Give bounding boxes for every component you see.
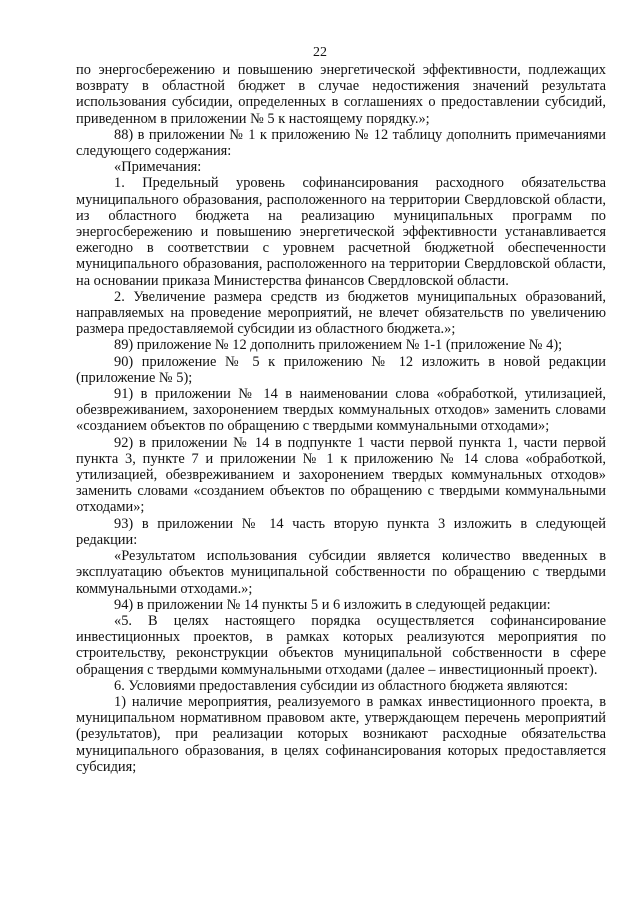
paragraph: 2. Увеличение размера средств из бюджетов муниципальных образований, направляемых на проведение мероприятий, не влечет обязательств по увеличению размера предоставляемой субсидии из областного бюджета.»;	[76, 288, 606, 338]
paragraph: 93) в приложении № 14 часть вторую пункта 3 изложить в следующей редакции:	[76, 515, 606, 548]
paragraph: по энергосбережению и повышению энергетической эффективности, подлежащих возврату в областной бюджет в случае недостижения значений результата использования субсидии, определенных в соглашениях о предоставлении субсидий, приведенном в приложении № 5 к настоящему порядку.»;	[76, 62, 606, 127]
paragraph: 89) приложение № 12 дополнить приложением № 1-1 (приложение № 4);	[114, 337, 563, 354]
paragraph: 1) наличие мероприятия, реализуемого в рамках инвестиционного проекта, в муниципальном нормативном правовом акте, утверждающем перечень мероприятий (результатов), при реализации которых возникают расходные обязательства муниципального образования, в целях софинансирования которых предоставляется субсидия;	[76, 693, 606, 775]
paragraph: 88) в приложении № 1 к приложению № 12 таблицу дополнить примечаниями следующего содержания:	[76, 126, 606, 160]
paragraph: 6. Условиями предоставления субсидии из областного бюджета являются:	[114, 677, 568, 694]
paragraph: «Примечания:	[114, 159, 202, 176]
document-body	[76, 62, 606, 775]
paragraph: 94) в приложении № 14 пункты 5 и 6 изложить в следующей редакции:	[114, 596, 551, 613]
paragraph: 90) приложение № 5 к приложению № 12 изложить в новой редакции (приложение № 5);	[76, 353, 606, 386]
paragraph: 91) в приложении № 14 в наименовании слова «обработкой, утилизацией, обезвреживанием, захоронением твердых коммунальных отходов» заменить словами «созданием объектов по обращению с твердыми коммунальными отходами»;	[76, 386, 606, 435]
paragraph: «Результатом использования субсидии является количество введенных в эксплуатацию объектов муниципальной собственности по обращению с твердыми коммунальными отходами.»;	[76, 548, 606, 597]
paragraph: «5. В целях настоящего порядка осуществляется софинансирование инвестиционных проектов, в рамках которых реализуются мероприятия по строительству, реконструкции объектов муниципальной собственности в сфере обращения с твердыми коммунальными отходами (далее – инвестиционный проект).	[76, 612, 606, 678]
page-number: 22	[313, 45, 327, 60]
paragraph: 92) в приложении № 14 в подпункте 1 части первой пункта 1, части первой пункта 3, пункте 7 и приложении № 1 к приложению № 14 слова «обработкой, утилизацией, обезвреживанием и захоронением твердых коммунальных отходов» заменить словами «созданием объектов по обращению с твердыми коммунальными отходами»;	[76, 434, 606, 516]
paragraph: 1. Предельный уровень софинансирования расходного обязательства муниципального образования, расположенного на территории Свердловской области, из областного бюджета на реализацию муниципальных программ по энергосбережению и повышению энергетической эффективности устанавливается ежегодно в соответствии с уровнем расчетной бюджетной обеспеченности муниципального образования, расположенного на территории Свердловской области, на основании приказа Министерства финансов Свердловской области.	[76, 175, 606, 289]
